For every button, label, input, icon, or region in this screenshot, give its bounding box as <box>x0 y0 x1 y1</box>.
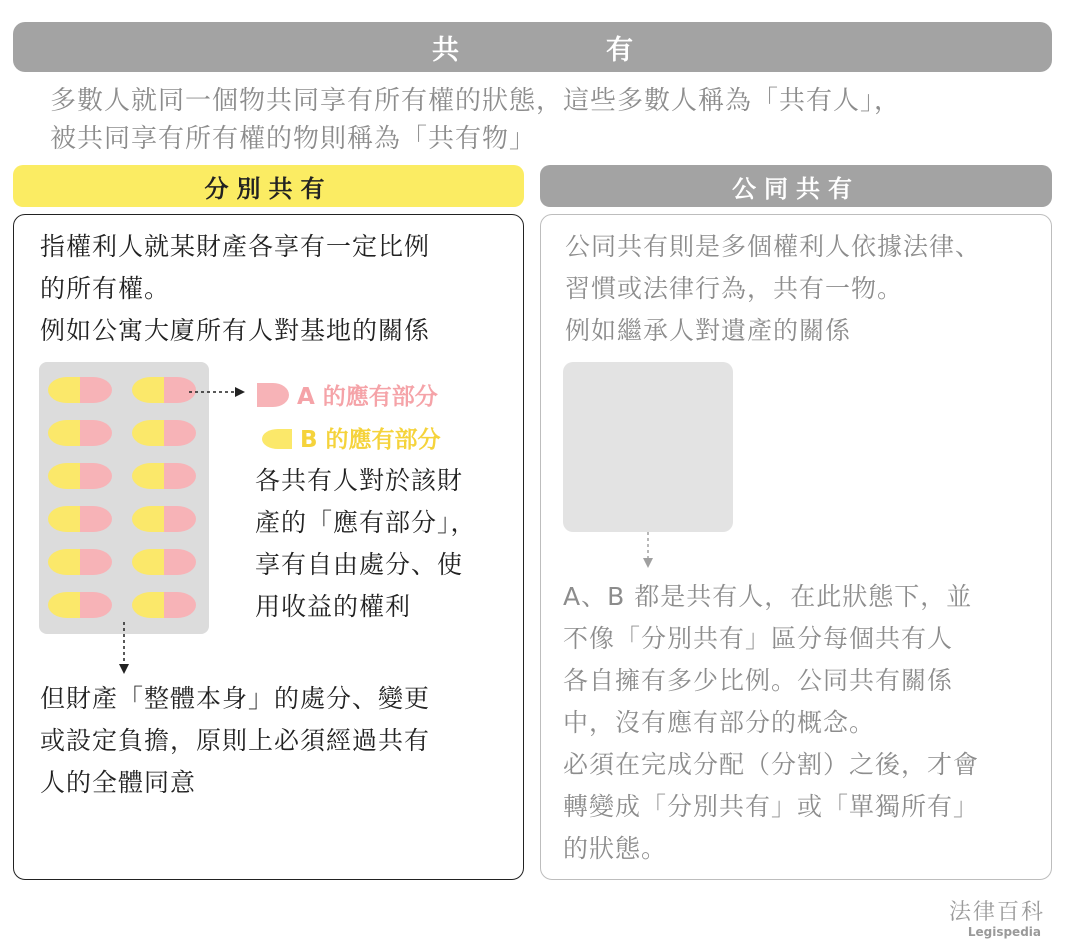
share-desc-line: 用收益的權利 <box>255 592 412 621</box>
note-line: 中，沒有應有部分的概念。 <box>563 708 876 737</box>
share-desc-line: 享有自由處分、使 <box>255 550 464 579</box>
legend-b <box>258 421 441 454</box>
desc-line: 的所有權。 <box>40 274 171 303</box>
desc-line: 指權利人就某財產各享有一定比例 <box>40 232 431 261</box>
legend-a <box>255 378 438 411</box>
intro-line-1: 多數人就同一個物共同享有所有權的狀態，這些多數人稱為「共有人」， <box>50 86 902 116</box>
note-line: 但財產「整體本身」的處分、變更 <box>40 684 431 713</box>
note-line: 各自擁有多少比例。公同共有關係 <box>563 666 954 695</box>
note-line: 必須在完成分配（分割）之後，才會 <box>563 750 980 779</box>
desc-line: 例如繼承人對遺產的關係 <box>565 316 852 345</box>
desc-line: 例如公寓大廈所有人對基地的關係 <box>40 316 431 345</box>
share-rights-description <box>255 460 477 628</box>
note-line: 轉變成「分別共有」或「單獨所有」 <box>563 792 980 821</box>
pink-half-pill-icon <box>255 380 291 410</box>
note-line: 人的全體同意 <box>40 768 197 797</box>
note-line: 的狀態。 <box>563 834 668 863</box>
desc-line: 公同共有則是多個權利人依據法律、 <box>565 232 982 261</box>
page-title: 共 有 <box>13 22 1052 72</box>
legend-b-label: B 的應有部分 <box>300 427 441 453</box>
note-line: 不像「分別共有」區分每個共有人 <box>563 624 954 653</box>
note-line: A、B 都是共有人，在此狀態下，並 <box>563 582 973 611</box>
legend-a-label: A 的應有部分 <box>297 384 438 410</box>
share-desc-line: 各共有人對於該財 <box>255 466 464 495</box>
intro-line-2: 被共同享有所有權的物則稱為「共有物」 <box>50 124 537 154</box>
brand-name-en: Legispedia <box>967 925 1041 939</box>
joint-co-ownership-note <box>563 576 979 870</box>
share-desc-line: 產的「應有部分」， <box>255 508 477 537</box>
brand-name: 法律百科 <box>948 900 1045 925</box>
joint-co-ownership-description <box>565 226 981 352</box>
note-line: 或設定負擔，原則上必須經過共有 <box>40 726 431 755</box>
desc-line: 習慣或法律行為，共有一物。 <box>565 274 904 303</box>
separate-co-ownership-header: 分別共有 <box>13 165 524 207</box>
yellow-half-pill-icon <box>258 423 294 453</box>
joint-co-ownership-header: 公同共有 <box>540 165 1052 207</box>
whole-property-note <box>40 678 430 804</box>
joint-property-block <box>563 362 733 532</box>
